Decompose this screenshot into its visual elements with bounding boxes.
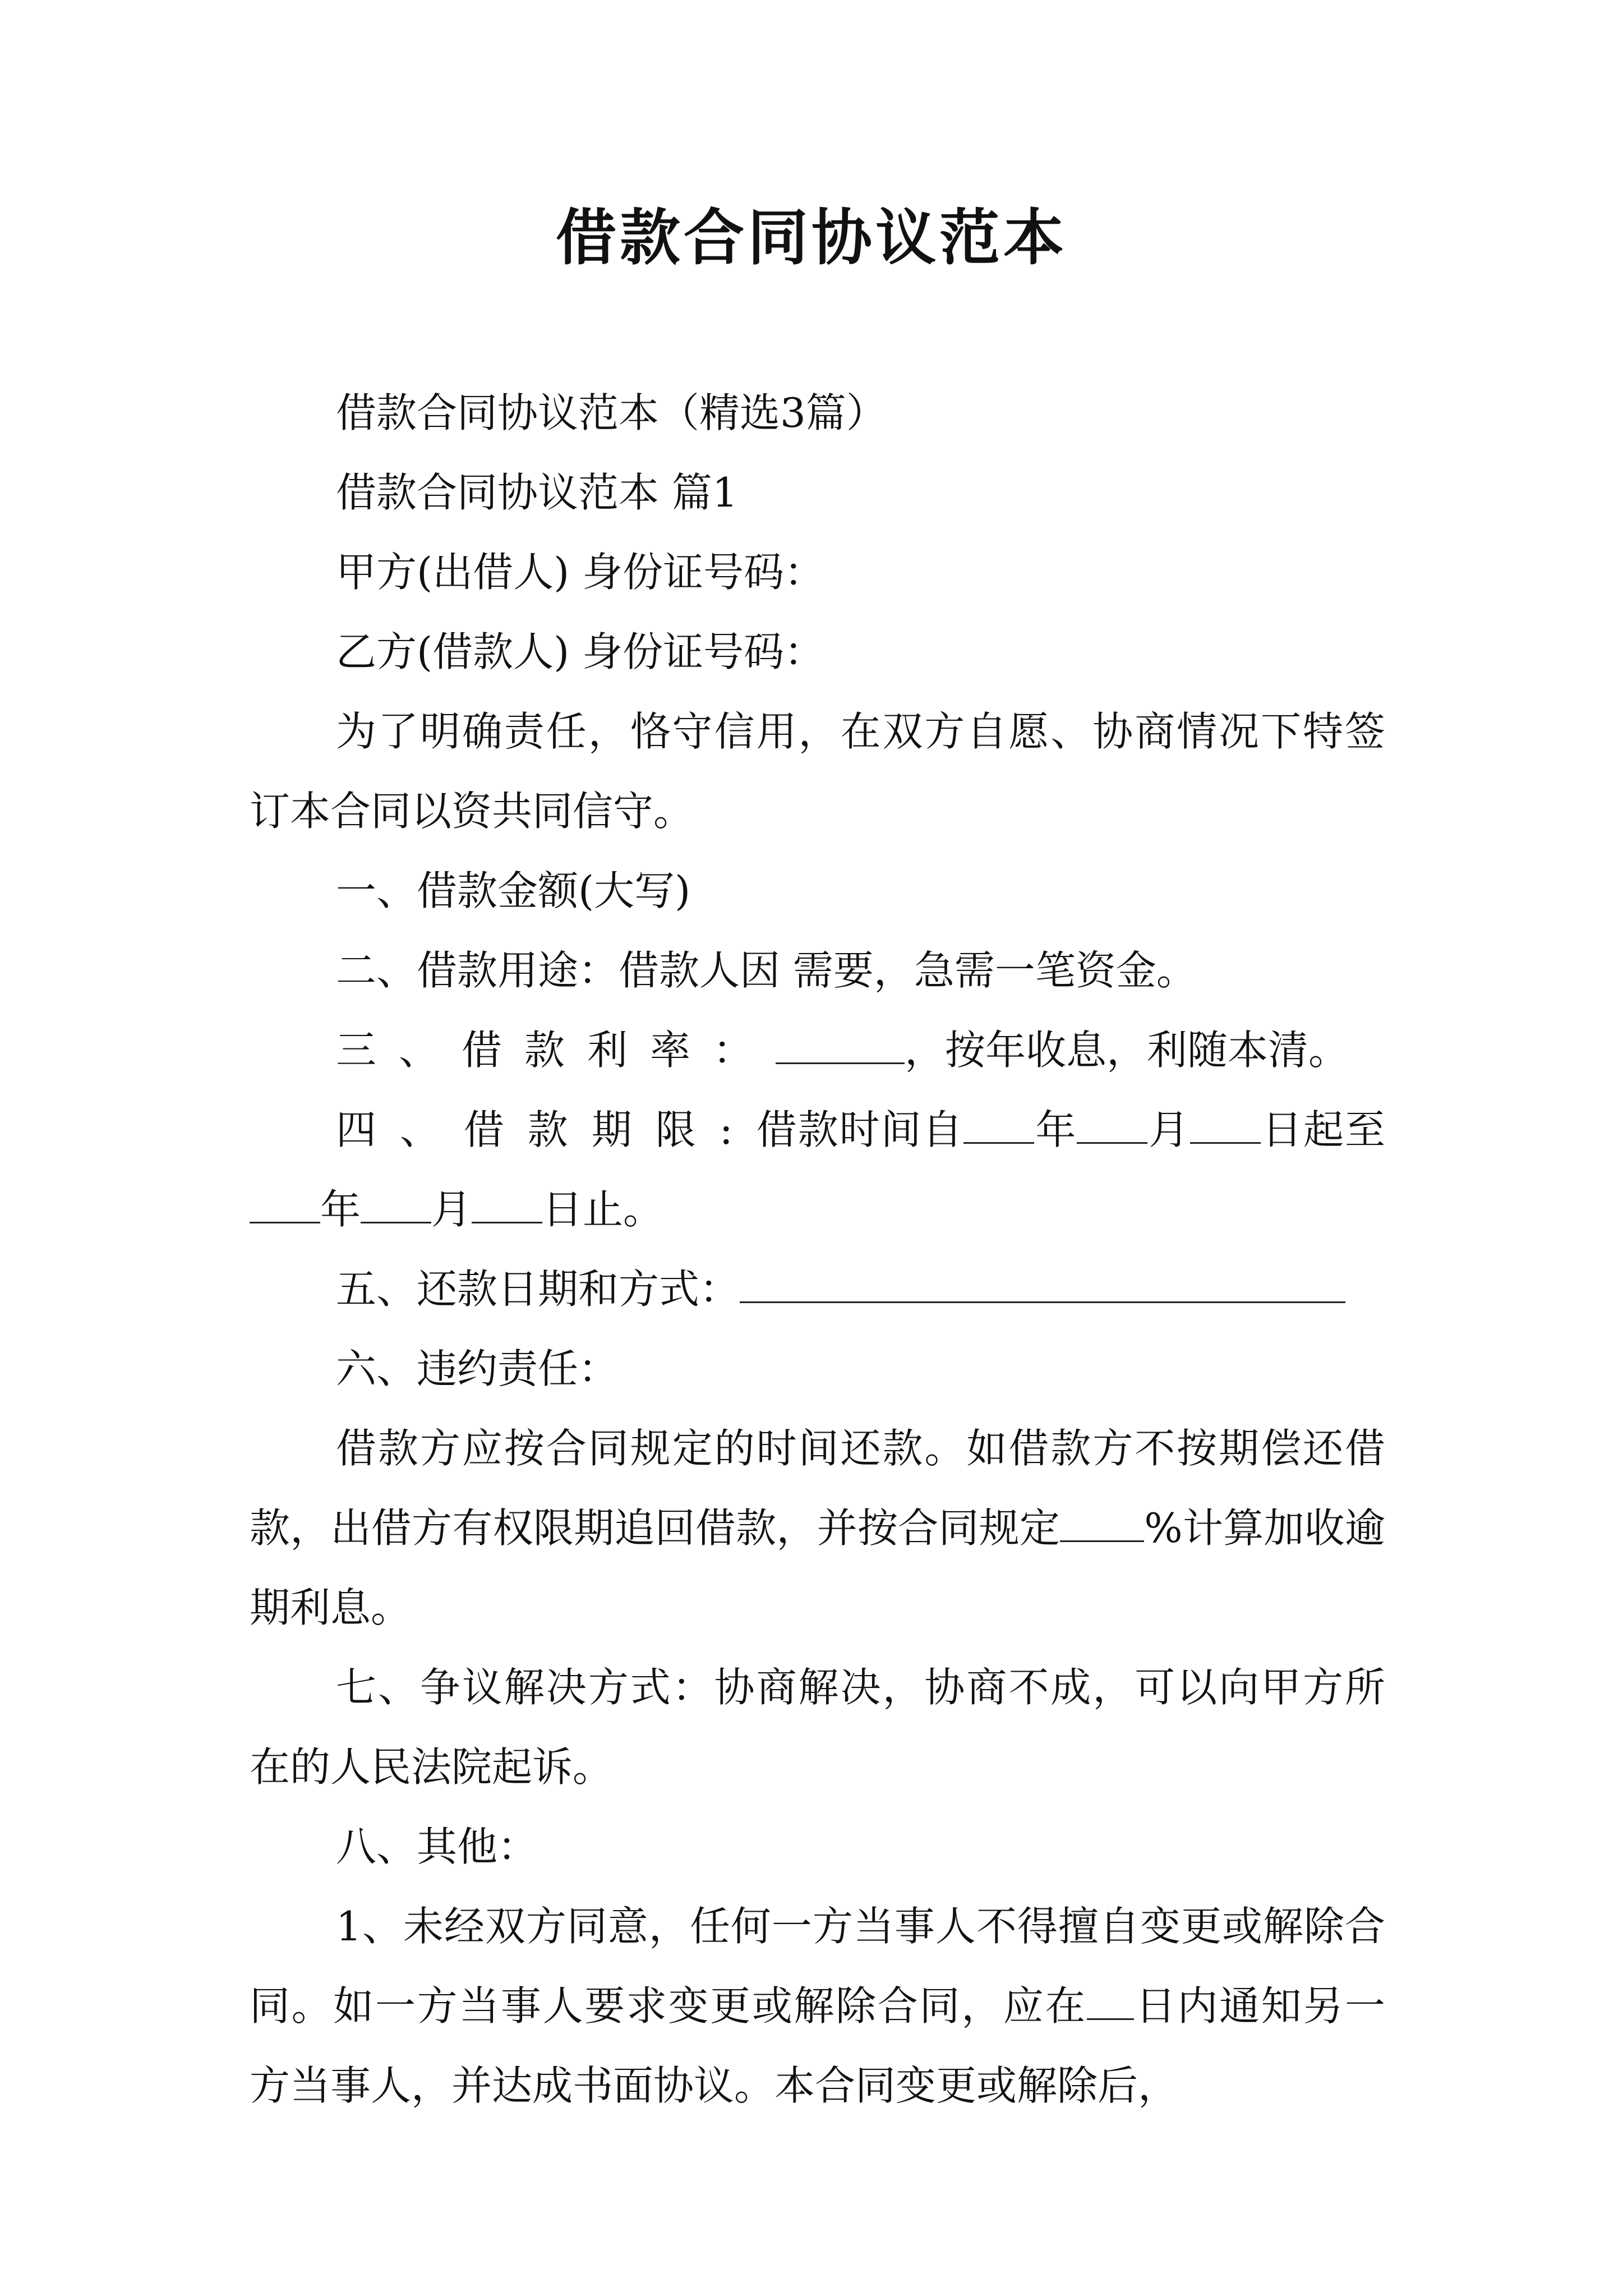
date-unit: 月 — [1147, 1106, 1191, 1153]
document-body — [250, 373, 1385, 2125]
party-a-line: 甲方(出借人) 身份证号码： — [336, 549, 825, 596]
clause-text: 借款时间自 — [755, 1106, 964, 1153]
fill-in-blank — [361, 1188, 431, 1223]
clause-dispute: 七、争议解决方式：协商解决，协商不成，可以向甲方所在的人民法院起诉。 — [250, 1664, 1385, 1791]
date-unit: 月 — [431, 1186, 472, 1233]
clause-text: 日内通知另一方当事人，并达成书面协议。本合同变更或解除后， — [250, 1982, 1385, 2109]
fill-in-blank — [776, 1029, 905, 1064]
fill-in-blank — [250, 1188, 320, 1223]
fill-in-blank — [1060, 1507, 1144, 1542]
clause-other-item-1 — [250, 1887, 1385, 2125]
document-title: 借款合同协议范本 — [555, 203, 1067, 273]
document-subtitle: 借款合同协议范本（精选3篇） — [336, 389, 887, 436]
clause-breach-heading: 六、违约责任： — [336, 1345, 619, 1392]
clause-text: %计算加收逾期利息。 — [250, 1504, 1385, 1631]
section-heading: 借款合同协议范本 篇1 — [336, 469, 738, 516]
intro-paragraph: 为了明确责任，恪守信用，在双方自愿、协商情况下特签订本合同以资共同信守。 — [250, 708, 1385, 835]
clause-label: 四、借款期限: — [336, 1106, 755, 1153]
date-unit: 日起至 — [1261, 1106, 1385, 1153]
clause-text: 1、未经双方同意，任何一方当事人不得擅自变更或解除合同。如一方当事人要求变更或解除合同，应在 — [250, 1903, 1385, 2030]
clause-breach-body — [250, 1409, 1385, 1648]
fill-in-blank — [1190, 1108, 1261, 1144]
date-unit: 年 — [320, 1186, 361, 1233]
clause-loan-amount: 一、借款金额(大写) — [336, 867, 691, 914]
fill-in-blank — [740, 1268, 1345, 1303]
fill-in-blank — [1077, 1108, 1147, 1144]
fill-in-blank — [472, 1188, 542, 1223]
clause-text: ，按年收息，利随本清。 — [905, 1027, 1349, 1074]
clause-loan-purpose: 二、借款用途：借款人因 需要，急需一笔资金。 — [336, 947, 1197, 994]
clause-label: 三、借款利率： — [336, 1027, 776, 1074]
fill-in-blank — [963, 1108, 1034, 1144]
clause-loan-term — [250, 1090, 1385, 1249]
fill-in-blank — [1087, 1985, 1134, 2020]
clause-text: 借款方应按合同规定的时间还款。如借款方不按期偿还借款，出借方有权限期追回借款，并按合同规定 — [250, 1425, 1385, 1552]
clause-label: 五、还款日期和方式： — [336, 1266, 740, 1313]
clause-repayment — [250, 1249, 1385, 1329]
date-unit: 年 — [1034, 1106, 1077, 1153]
clause-other-heading: 八、其他： — [336, 1823, 538, 1870]
date-unit: 日止。 — [542, 1186, 664, 1233]
party-b-line: 乙方(借款人) 身份证号码： — [336, 628, 825, 675]
clause-interest-rate — [250, 1010, 1385, 1090]
